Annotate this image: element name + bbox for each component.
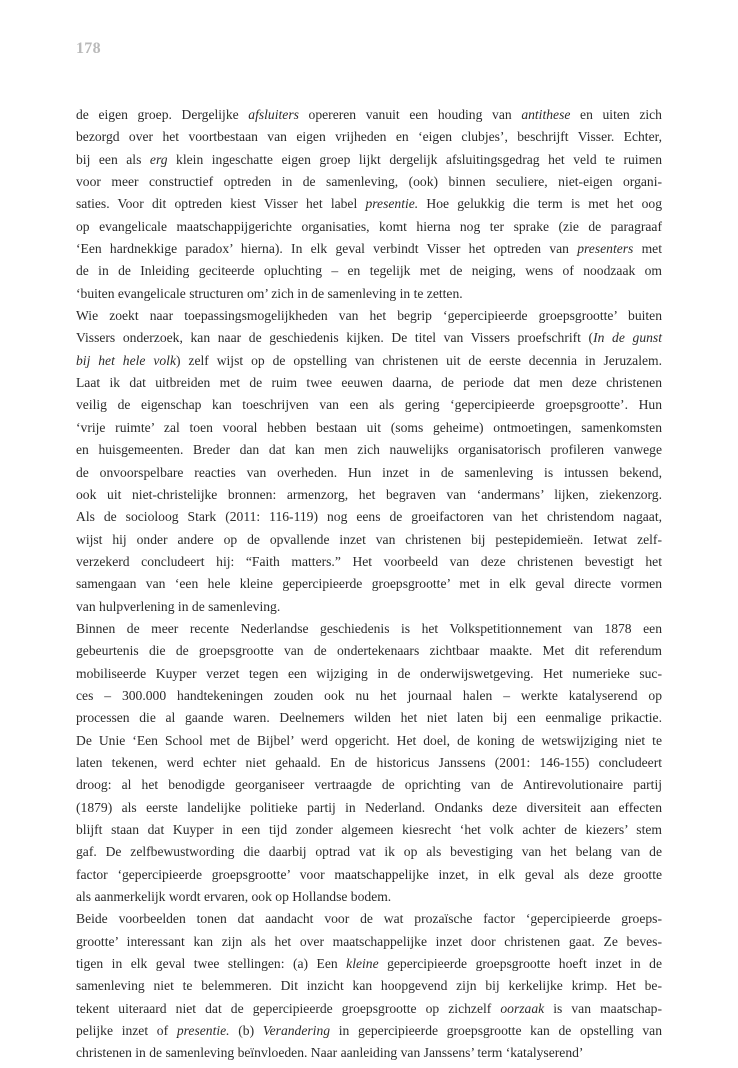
text-line <box>76 819 662 841</box>
text-line <box>76 908 662 930</box>
text-run: factor ‘gepercipieerde groepsgrootte’ voor maatschappelijke inzet, in elk geval als deze grootte <box>76 866 662 882</box>
text-line <box>76 886 662 908</box>
text-run: De Unie ‘Een School met de Bijbel’ werd opgericht. Het doel, de koning de wetswijziging niet te <box>76 732 662 748</box>
text-run: verzekerd concludeert hij: “Faith matters.” Het voorbeeld van deze christenen bevestigt het <box>76 553 662 569</box>
text-line <box>76 506 662 528</box>
paragraph-4 <box>76 908 662 1064</box>
paragraph-1 <box>76 104 662 305</box>
text-run: van hulpverlening in de samenleving. <box>76 598 281 614</box>
text-run: ‘buiten evangelicale structuren om’ zich in de samenleving in te zetten. <box>76 285 463 301</box>
italic-term: presentie. <box>176 1023 230 1039</box>
text-run: en huisgemeenten. Breder dan dat kan men zich nauwelijks organisatorisch profileren vanwege <box>76 442 662 458</box>
text-line <box>76 953 662 975</box>
text-line <box>76 841 662 863</box>
text-run: processen die al gaande waren. Deelnemers wilden het niet laten bij een eenmalige prikactie. <box>76 710 662 726</box>
text-run: klein ingeschatte eigen groep lijkt dergelijk afsluitingsgedrag het veld te ruimen <box>167 151 662 167</box>
text-run: opereren vanuit een houding van <box>298 107 522 122</box>
text-run: Vissers onderzoek, kan naar de geschiedenis kijken. De titel van Vissers proefschrift ( <box>76 330 594 346</box>
text-run: ) zelf wijst op de opstelling van christenen uit de eerste decennia in Jeruzalem. <box>175 352 662 368</box>
text-line <box>76 596 662 618</box>
paragraph-2 <box>76 305 662 618</box>
text-line <box>76 283 662 305</box>
text-run: pelijke inzet of <box>76 1023 177 1039</box>
text-line <box>76 797 662 819</box>
text-line <box>76 104 662 126</box>
text-line <box>76 193 662 215</box>
text-line <box>76 238 662 260</box>
text-line <box>76 551 662 573</box>
text-run: ces – 300.000 handtekeningen zouden ook nu het journaal halen – werkte katalyserend op <box>76 687 662 703</box>
text-run: en uiten zich <box>570 107 662 122</box>
italic-term: antithese <box>521 107 571 122</box>
text-run: in gepercipieerde groepsgrootte kan de opstelling van <box>330 1023 662 1039</box>
text-line <box>76 618 662 640</box>
text-run: bezorgd over het voortbestaan van eigen vrijheden en ‘eigen clubjes’, beschrijft Visser. Echter, <box>76 129 662 145</box>
text-run: Laat ik dat uitbreiden met de ruim twee eeuwen daarna, de periode dat men deze christenen <box>76 375 662 391</box>
text-line <box>76 350 662 372</box>
text-line <box>76 752 662 774</box>
text-line <box>76 1020 662 1042</box>
text-run: wijst hij onder andere op de opvallende inzet van christenen bij pestepidemieën. Ietwat zelf- <box>76 531 662 547</box>
paragraph-3 <box>76 618 662 908</box>
italic-term: presentie. <box>365 196 419 212</box>
text-run: mobiliseerde Kuyper verzet tegen een wijziging in de onderwijswetgeving. Het numerieke suc- <box>76 665 662 681</box>
italic-term: oorzaak <box>500 1000 545 1016</box>
text-run: de eigen groep. Dergelijke <box>76 107 249 122</box>
text-line <box>76 484 662 506</box>
text-line <box>76 171 662 193</box>
italic-term: erg <box>149 151 168 167</box>
text-line <box>76 975 662 997</box>
text-line <box>76 931 662 953</box>
text-line <box>76 663 662 685</box>
italic-term: bij het hele volk <box>76 352 176 368</box>
text-run: tigen in elk geval twee stellingen: (a) Een <box>76 956 347 972</box>
text-run: de in de Inleiding geciteerde opluchting – en tegelijk met de neiging, wens of noodzaak om <box>76 263 662 279</box>
text-line <box>76 573 662 595</box>
text-line <box>76 707 662 729</box>
text-line <box>76 730 662 752</box>
page-number: 178 <box>76 40 101 57</box>
text-run: grootte’ interessant kan zijn als het over maatschappelijke inzet door christenen gaat. Ze beves- <box>76 933 662 949</box>
text-run: met <box>633 241 662 257</box>
text-line <box>76 327 662 349</box>
text-run: Wie zoekt naar toepassingsmogelijkheden van het begrip ‘gepercipieerde groepsgrootte’ buiten <box>76 308 662 324</box>
text-run: veilig de eigenschap kan toeschrijven van een als gering ‘gepercipieerde groepsgrootte’. Hun <box>76 397 662 413</box>
text-line <box>76 998 662 1020</box>
text-run: voor meer constructief optreden in de samenleving, (ook) binnen seculiere, niet-eigen organi- <box>76 174 662 190</box>
text-line <box>76 394 662 416</box>
text-run: op evangelicale maatschappijgerichte organisaties, komt hierna nog ter sprake (zie de paragraaf <box>76 218 662 234</box>
text-run: gaf. De zelfbewustwording die daarbij optrad vat ik op als bevestiging van het belang van de <box>76 844 662 860</box>
italic-term: afsluiters <box>248 107 299 122</box>
text-run: samenleving niet te belemmeren. Dit inzicht kan hoopgevend zijn bij kerkelijke krimp. Het be- <box>76 978 662 994</box>
text-line <box>76 439 662 461</box>
text-run: tekent uiteraard niet dat de gepercipieerde groepsgrootte op zichzelf <box>76 1000 501 1016</box>
italic-term: kleine <box>346 956 379 972</box>
text-line <box>76 260 662 282</box>
text-run: samengaan van ‘een hele kleine gepercipieerde groepsgrootte’ met in elk geval directe vormen <box>76 576 662 592</box>
text-run: bij een als <box>76 151 150 167</box>
body-text <box>76 104 662 1065</box>
text-run: ‘vrije ruimte’ zal toen vooral hebben bestaan uit (soms geheime) ontmoetingen, samenkomsten <box>76 419 662 435</box>
text-run: blijft staan dat Kuyper in een tijd zonder algemeen kiesrecht ‘het volk achter de kiezers’ stem <box>76 822 662 837</box>
text-run: Hoe gelukkig die term is met het oog <box>418 196 662 212</box>
text-line <box>76 149 662 171</box>
text-line <box>76 640 662 662</box>
text-run: gebeurtenis die de groepsgrootte van de ondertekenaars zichtbaar maakte. Met dit referendum <box>76 643 662 659</box>
text-line <box>76 216 662 238</box>
text-line <box>76 774 662 796</box>
italic-term: Verandering <box>262 1023 331 1039</box>
text-line <box>76 529 662 551</box>
text-line <box>76 1042 662 1064</box>
text-run: Beide voorbeelden tonen dat aandacht voor de wat prozaïsche factor ‘gepercipieerde groeps- <box>76 911 662 927</box>
text-line <box>76 864 662 886</box>
text-run: christenen in de samenleving beïnvloeden. Naar aanleiding van Janssens’ term ‘katalyserend’ <box>76 1045 584 1061</box>
text-run: laten tekenen, werd echter niet gehaald. En de historicus Janssens (2001: 146-155) concludeert <box>76 754 662 770</box>
text-run: saties. Voor dit optreden kiest Visser het label <box>76 196 366 212</box>
text-run: Als de socioloog Stark (2011: 116-119) nog eens de groeifactoren van het christendom nagaat, <box>76 509 662 525</box>
text-run: ook uit niet-christelijke bronnen: armenzorg, het begraven van ‘andermans’ lijken, ziekenzorg. <box>76 486 662 502</box>
text-line <box>76 126 662 148</box>
italic-term: presenters <box>577 241 634 257</box>
text-run: de onvoorspelbare reacties van overheden. Hun inzet in de samenleving is intussen bekend, <box>76 464 662 480</box>
text-run: ‘Een hardnekkige paradox’ hierna). In elk geval verbindt Visser het optreden van <box>76 241 578 257</box>
text-line <box>76 685 662 707</box>
italic-term: In de gunst <box>593 330 662 346</box>
text-run: (b) <box>229 1023 263 1039</box>
text-run: Binnen de meer recente Nederlandse geschiedenis is het Volkspetitionnement van 1878 een <box>76 620 662 636</box>
text-line <box>76 305 662 327</box>
text-run: droog: al het benodigde georganiseer vertraagde de oprichting van de Antirevolutionaire partij <box>76 777 662 793</box>
text-line <box>76 417 662 439</box>
text-line <box>76 372 662 394</box>
text-run: (1879) als eerste landelijke politieke partij in Nederland. Ondanks deze diversiteit aan effecten <box>76 799 662 815</box>
text-line <box>76 462 662 484</box>
text-run: is van maatschap- <box>544 1000 662 1016</box>
text-run: als aanmerkelijk wordt ervaren, ook op Hollandse bodem. <box>76 889 392 905</box>
text-run: gepercipieerde groepsgrootte hoeft inzet in de <box>378 956 662 972</box>
